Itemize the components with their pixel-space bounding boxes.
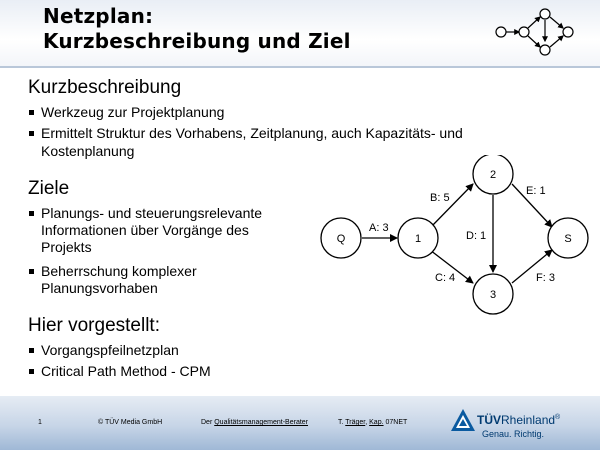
edge-f-label: F: 3 xyxy=(536,272,555,284)
node-3-label: 3 xyxy=(489,289,497,301)
node-s-label: S xyxy=(564,233,572,245)
slide-title-line2: Kurzbeschreibung und Ziel xyxy=(43,29,351,53)
bullet-continuation-text: Projekts xyxy=(41,239,92,255)
author-ref: Kap. xyxy=(369,419,384,426)
section-heading-ziele: Ziele xyxy=(28,178,70,199)
bullet-item: Werkzeug zur Projektplanung xyxy=(28,104,224,121)
edge-d-label: D: 1 xyxy=(466,230,487,242)
tuv-brand xyxy=(477,413,560,427)
bullet-item: Vorgangspfeilnetzplan xyxy=(28,342,179,359)
bullet-item-continuation xyxy=(28,280,158,297)
publication-link[interactable]: Qualitätsmanagement-Berater xyxy=(214,419,309,426)
bullet-continuation-text: Planungsvorhaben xyxy=(41,280,158,296)
author-prefix: T. xyxy=(338,419,346,426)
node-2-label: 2 xyxy=(489,169,497,181)
section-heading-hier-vorgestellt: Hier vorgestellt: xyxy=(28,315,160,336)
tuv-brand-bold: TÜV xyxy=(477,413,501,427)
edge-b-label: B: 5 xyxy=(430,192,450,204)
node-q-label: Q xyxy=(336,233,346,245)
network-diagram xyxy=(318,155,598,320)
slide-header xyxy=(0,0,600,68)
node-1-label: 1 xyxy=(414,233,422,245)
edge-c-label: C: 4 xyxy=(435,272,456,284)
bullet-continuation-text: Kostenplanung xyxy=(41,143,135,159)
bullet-item-continuation xyxy=(28,239,92,256)
author-suffix: 07NET xyxy=(383,419,408,426)
bullet-continuation-text: Informationen über Vorgänge des xyxy=(41,222,249,238)
author-name: Träger xyxy=(345,419,366,426)
bullet-item-continuation xyxy=(28,222,249,239)
bullet-item-continuation xyxy=(28,143,134,160)
tuv-brand-reg: ® xyxy=(555,414,561,421)
tuv-brand-rest: Rheinland xyxy=(501,413,556,427)
publication-prefix: Der xyxy=(201,419,215,426)
edge-b xyxy=(430,184,473,228)
tuv-slogan: Genau. Richtig. xyxy=(482,429,545,439)
bullet-item: Planungs- und steuerungsrelevante xyxy=(28,205,262,222)
page-number: 1 xyxy=(38,419,42,426)
publication-text xyxy=(201,418,308,427)
author-text xyxy=(338,418,407,427)
slide-title xyxy=(43,4,351,54)
bullet-item: Beherrschung komplexer xyxy=(28,263,197,280)
edge-e-label: E: 1 xyxy=(526,185,546,197)
bullet-item: Critical Path Method - CPM xyxy=(28,363,211,380)
author-sep: , xyxy=(365,419,370,426)
bullet-item: Ermittelt Struktur des Vorhabens, Zeitplanung, auch Kapazitäts- und xyxy=(28,125,463,142)
edge-a-label: A: 3 xyxy=(369,222,389,234)
network-logo-icon xyxy=(494,5,580,57)
section-heading-kurzbeschreibung: Kurzbeschreibung xyxy=(28,77,182,98)
copyright-text: © TÜV Media GmbH xyxy=(98,419,163,426)
slide-title-line1: Netzplan: xyxy=(43,4,154,28)
tuv-triangle-logo-icon xyxy=(450,408,476,432)
